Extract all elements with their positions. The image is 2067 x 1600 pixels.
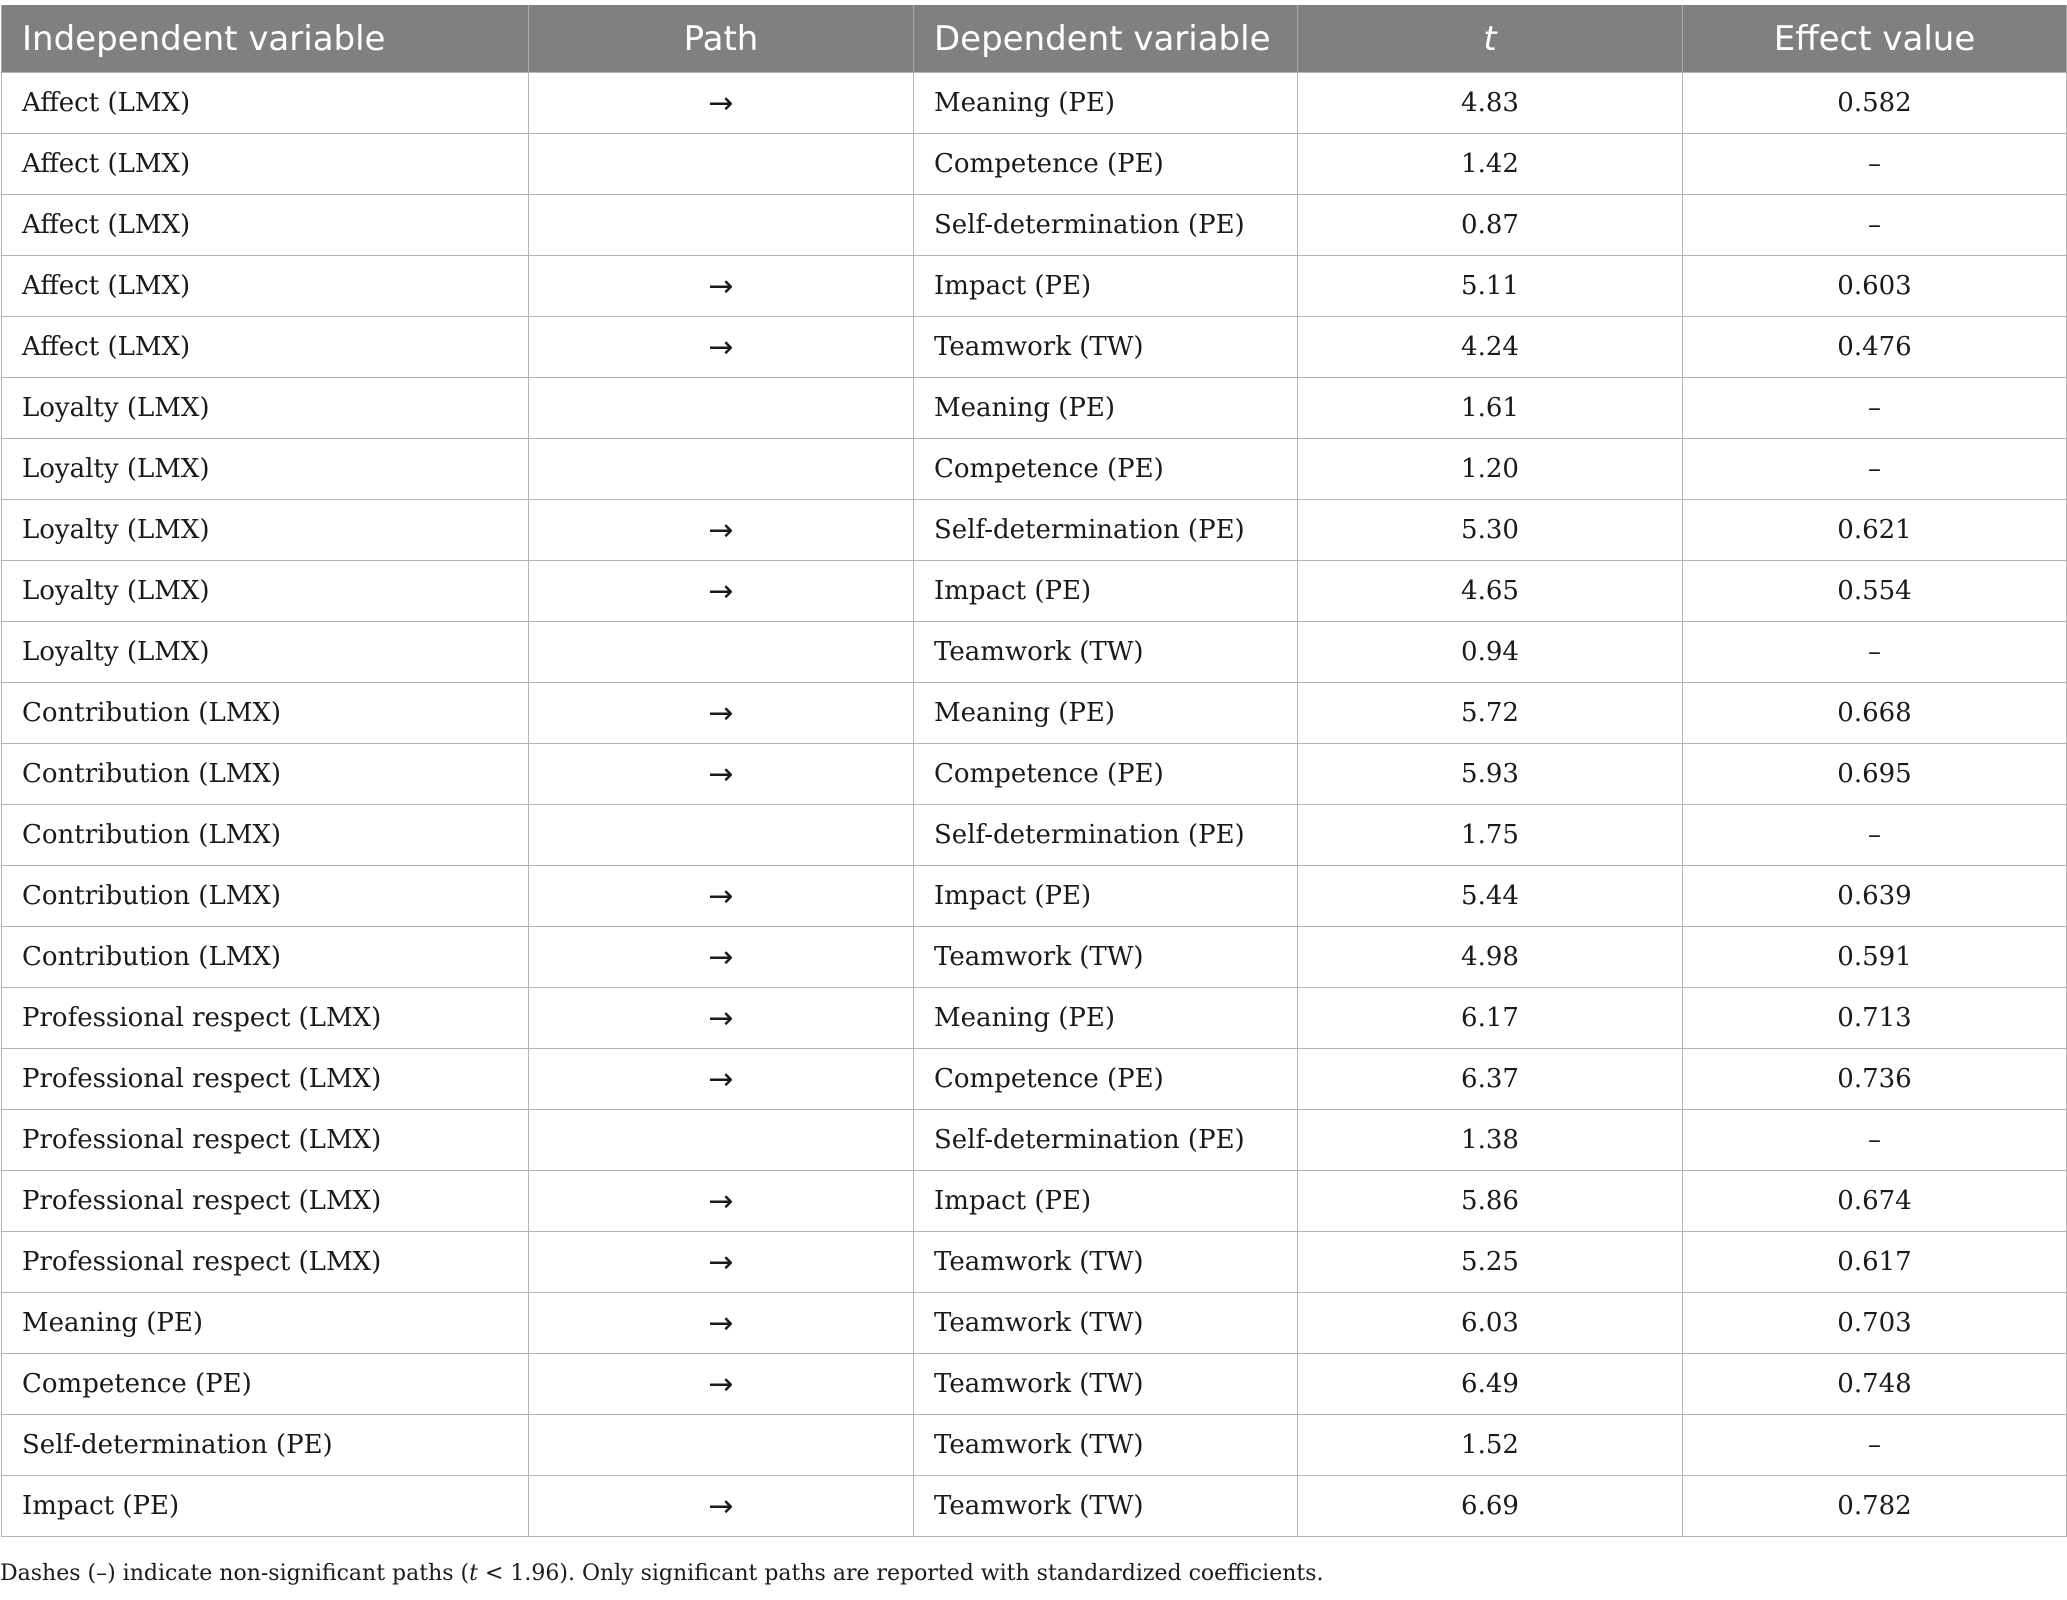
t-value-cell: 5.30 — [1298, 500, 1683, 561]
effect-value-cell: 0.695 — [1683, 744, 2067, 805]
effect-value-cell: 0.639 — [1683, 866, 2067, 927]
effect-value-cell: 0.591 — [1683, 927, 2067, 988]
dependent-variable-cell: Self-determination (PE) — [914, 1110, 1298, 1171]
independent-variable-cell: Affect (LMX) — [2, 317, 529, 378]
independent-variable-cell: Professional respect (LMX) — [2, 988, 529, 1049]
table-row — [2, 1049, 2067, 1110]
effect-value-cell: – — [1683, 195, 2067, 256]
table-row — [2, 317, 2067, 378]
path-cell: → — [529, 927, 914, 988]
effect-value-cell: 0.703 — [1683, 1293, 2067, 1354]
footnote-italic-t: t — [469, 1561, 478, 1586]
path-results-table — [1, 5, 2067, 1537]
table-row — [2, 1293, 2067, 1354]
path-cell: → — [529, 317, 914, 378]
independent-variable-cell: Contribution (LMX) — [2, 805, 529, 866]
path-cell — [529, 378, 914, 439]
table-row — [2, 1232, 2067, 1293]
path-cell — [529, 134, 914, 195]
dependent-variable-cell: Teamwork (TW) — [914, 1232, 1298, 1293]
t-value-cell: 4.98 — [1298, 927, 1683, 988]
effect-value-cell: – — [1683, 1415, 2067, 1476]
path-cell: → — [529, 1354, 914, 1415]
effect-value-cell: 0.476 — [1683, 317, 2067, 378]
effect-value-cell: 0.554 — [1683, 561, 2067, 622]
independent-variable-cell: Contribution (LMX) — [2, 683, 529, 744]
t-value-cell: 1.42 — [1298, 134, 1683, 195]
independent-variable-cell: Affect (LMX) — [2, 256, 529, 317]
dependent-variable-cell: Teamwork (TW) — [914, 1293, 1298, 1354]
effect-value-cell: 0.621 — [1683, 500, 2067, 561]
t-value-cell: 5.86 — [1298, 1171, 1683, 1232]
header-dependent-variable: Dependent variable — [914, 5, 1298, 73]
t-value-cell: 5.93 — [1298, 744, 1683, 805]
path-cell: → — [529, 866, 914, 927]
dependent-variable-cell: Meaning (PE) — [914, 73, 1298, 134]
header-t: t — [1298, 5, 1683, 73]
path-cell — [529, 195, 914, 256]
path-cell: → — [529, 256, 914, 317]
independent-variable-cell: Contribution (LMX) — [2, 866, 529, 927]
dependent-variable-cell: Meaning (PE) — [914, 988, 1298, 1049]
table-row — [2, 744, 2067, 805]
table-body — [2, 73, 2067, 1537]
dependent-variable-cell: Teamwork (TW) — [914, 1476, 1298, 1537]
table-row — [2, 439, 2067, 500]
dependent-variable-cell: Competence (PE) — [914, 439, 1298, 500]
dependent-variable-cell: Teamwork (TW) — [914, 317, 1298, 378]
path-cell: → — [529, 561, 914, 622]
t-value-cell: 5.72 — [1298, 683, 1683, 744]
independent-variable-cell: Contribution (LMX) — [2, 744, 529, 805]
table-row — [2, 805, 2067, 866]
effect-value-cell: – — [1683, 805, 2067, 866]
dependent-variable-cell: Self-determination (PE) — [914, 195, 1298, 256]
dependent-variable-cell: Meaning (PE) — [914, 683, 1298, 744]
independent-variable-cell: Affect (LMX) — [2, 73, 529, 134]
path-cell: → — [529, 1476, 914, 1537]
t-value-cell: 5.11 — [1298, 256, 1683, 317]
table-row — [2, 378, 2067, 439]
path-cell — [529, 1415, 914, 1476]
effect-value-cell: 0.782 — [1683, 1476, 2067, 1537]
t-value-cell: 6.03 — [1298, 1293, 1683, 1354]
t-value-cell: 4.24 — [1298, 317, 1683, 378]
t-value-cell: 0.94 — [1298, 622, 1683, 683]
table-row — [2, 866, 2067, 927]
path-cell: → — [529, 683, 914, 744]
independent-variable-cell: Contribution (LMX) — [2, 927, 529, 988]
independent-variable-cell: Impact (PE) — [2, 1476, 529, 1537]
path-cell: → — [529, 744, 914, 805]
independent-variable-cell: Affect (LMX) — [2, 195, 529, 256]
dependent-variable-cell: Self-determination (PE) — [914, 805, 1298, 866]
table-row — [2, 1110, 2067, 1171]
t-value-cell: 5.44 — [1298, 866, 1683, 927]
dependent-variable-cell: Impact (PE) — [914, 561, 1298, 622]
dependent-variable-cell: Competence (PE) — [914, 1049, 1298, 1110]
table-row — [2, 927, 2067, 988]
independent-variable-cell: Professional respect (LMX) — [2, 1232, 529, 1293]
independent-variable-cell: Professional respect (LMX) — [2, 1171, 529, 1232]
dependent-variable-cell: Teamwork (TW) — [914, 927, 1298, 988]
header-effect-value: Effect value — [1683, 5, 2067, 73]
t-value-cell: 0.87 — [1298, 195, 1683, 256]
t-value-cell: 1.52 — [1298, 1415, 1683, 1476]
independent-variable-cell: Professional respect (LMX) — [2, 1110, 529, 1171]
footnote-text-part1: Dashes (–) indicate non-significant paths ( — [0, 1561, 470, 1586]
path-cell: → — [529, 500, 914, 561]
path-cell: → — [529, 988, 914, 1049]
dependent-variable-cell: Competence (PE) — [914, 744, 1298, 805]
dependent-variable-cell: Teamwork (TW) — [914, 1415, 1298, 1476]
table-row — [2, 683, 2067, 744]
t-value-cell: 6.49 — [1298, 1354, 1683, 1415]
footnote-text-part2: < 1.96). Only significant paths are reported with standardized coefficients. — [477, 1561, 1324, 1586]
table-row — [2, 1171, 2067, 1232]
effect-value-cell: 0.668 — [1683, 683, 2067, 744]
dependent-variable-cell: Teamwork (TW) — [914, 622, 1298, 683]
effect-value-cell: 0.582 — [1683, 73, 2067, 134]
independent-variable-cell: Affect (LMX) — [2, 134, 529, 195]
t-value-cell: 6.69 — [1298, 1476, 1683, 1537]
table-row — [2, 1354, 2067, 1415]
path-cell: → — [529, 1171, 914, 1232]
path-cell — [529, 439, 914, 500]
t-value-cell: 1.38 — [1298, 1110, 1683, 1171]
table-row — [2, 134, 2067, 195]
independent-variable-cell: Competence (PE) — [2, 1354, 529, 1415]
dependent-variable-cell: Impact (PE) — [914, 256, 1298, 317]
independent-variable-cell: Loyalty (LMX) — [2, 500, 529, 561]
table-row — [2, 256, 2067, 317]
effect-value-cell: – — [1683, 134, 2067, 195]
path-cell: → — [529, 1293, 914, 1354]
table-row — [2, 1415, 2067, 1476]
effect-value-cell: 0.736 — [1683, 1049, 2067, 1110]
t-value-cell: 1.61 — [1298, 378, 1683, 439]
dependent-variable-cell: Meaning (PE) — [914, 378, 1298, 439]
independent-variable-cell: Loyalty (LMX) — [2, 439, 529, 500]
dependent-variable-cell: Impact (PE) — [914, 1171, 1298, 1232]
table-row — [2, 561, 2067, 622]
effect-value-cell: – — [1683, 378, 2067, 439]
independent-variable-cell: Professional respect (LMX) — [2, 1049, 529, 1110]
path-cell — [529, 1110, 914, 1171]
dependent-variable-cell: Self-determination (PE) — [914, 500, 1298, 561]
effect-value-cell: 0.748 — [1683, 1354, 2067, 1415]
effect-value-cell: – — [1683, 439, 2067, 500]
independent-variable-cell: Meaning (PE) — [2, 1293, 529, 1354]
effect-value-cell: 0.713 — [1683, 988, 2067, 1049]
t-value-cell: 6.17 — [1298, 988, 1683, 1049]
table-row — [2, 73, 2067, 134]
table-header — [2, 5, 2067, 73]
t-value-cell: 1.20 — [1298, 439, 1683, 500]
t-value-cell: 6.37 — [1298, 1049, 1683, 1110]
path-cell — [529, 622, 914, 683]
table-footnote — [0, 1561, 2067, 1586]
dependent-variable-cell: Teamwork (TW) — [914, 1354, 1298, 1415]
independent-variable-cell: Loyalty (LMX) — [2, 378, 529, 439]
effect-value-cell: 0.617 — [1683, 1232, 2067, 1293]
path-cell: → — [529, 1049, 914, 1110]
dependent-variable-cell: Competence (PE) — [914, 134, 1298, 195]
path-cell — [529, 805, 914, 866]
table-row — [2, 195, 2067, 256]
effect-value-cell: 0.674 — [1683, 1171, 2067, 1232]
t-value-cell: 4.83 — [1298, 73, 1683, 134]
dependent-variable-cell: Impact (PE) — [914, 866, 1298, 927]
t-value-cell: 5.25 — [1298, 1232, 1683, 1293]
effect-value-cell: – — [1683, 622, 2067, 683]
independent-variable-cell: Loyalty (LMX) — [2, 622, 529, 683]
header-independent-variable: Independent variable — [2, 5, 529, 73]
independent-variable-cell: Loyalty (LMX) — [2, 561, 529, 622]
table-row — [2, 1476, 2067, 1537]
effect-value-cell: 0.603 — [1683, 256, 2067, 317]
path-cell: → — [529, 73, 914, 134]
path-cell: → — [529, 1232, 914, 1293]
results-table-container — [1, 5, 2066, 1537]
table-row — [2, 622, 2067, 683]
header-path: Path — [529, 5, 914, 73]
t-value-cell: 4.65 — [1298, 561, 1683, 622]
table-row — [2, 988, 2067, 1049]
t-value-cell: 1.75 — [1298, 805, 1683, 866]
header-row — [2, 5, 2067, 73]
independent-variable-cell: Self-determination (PE) — [2, 1415, 529, 1476]
table-row — [2, 500, 2067, 561]
effect-value-cell: – — [1683, 1110, 2067, 1171]
